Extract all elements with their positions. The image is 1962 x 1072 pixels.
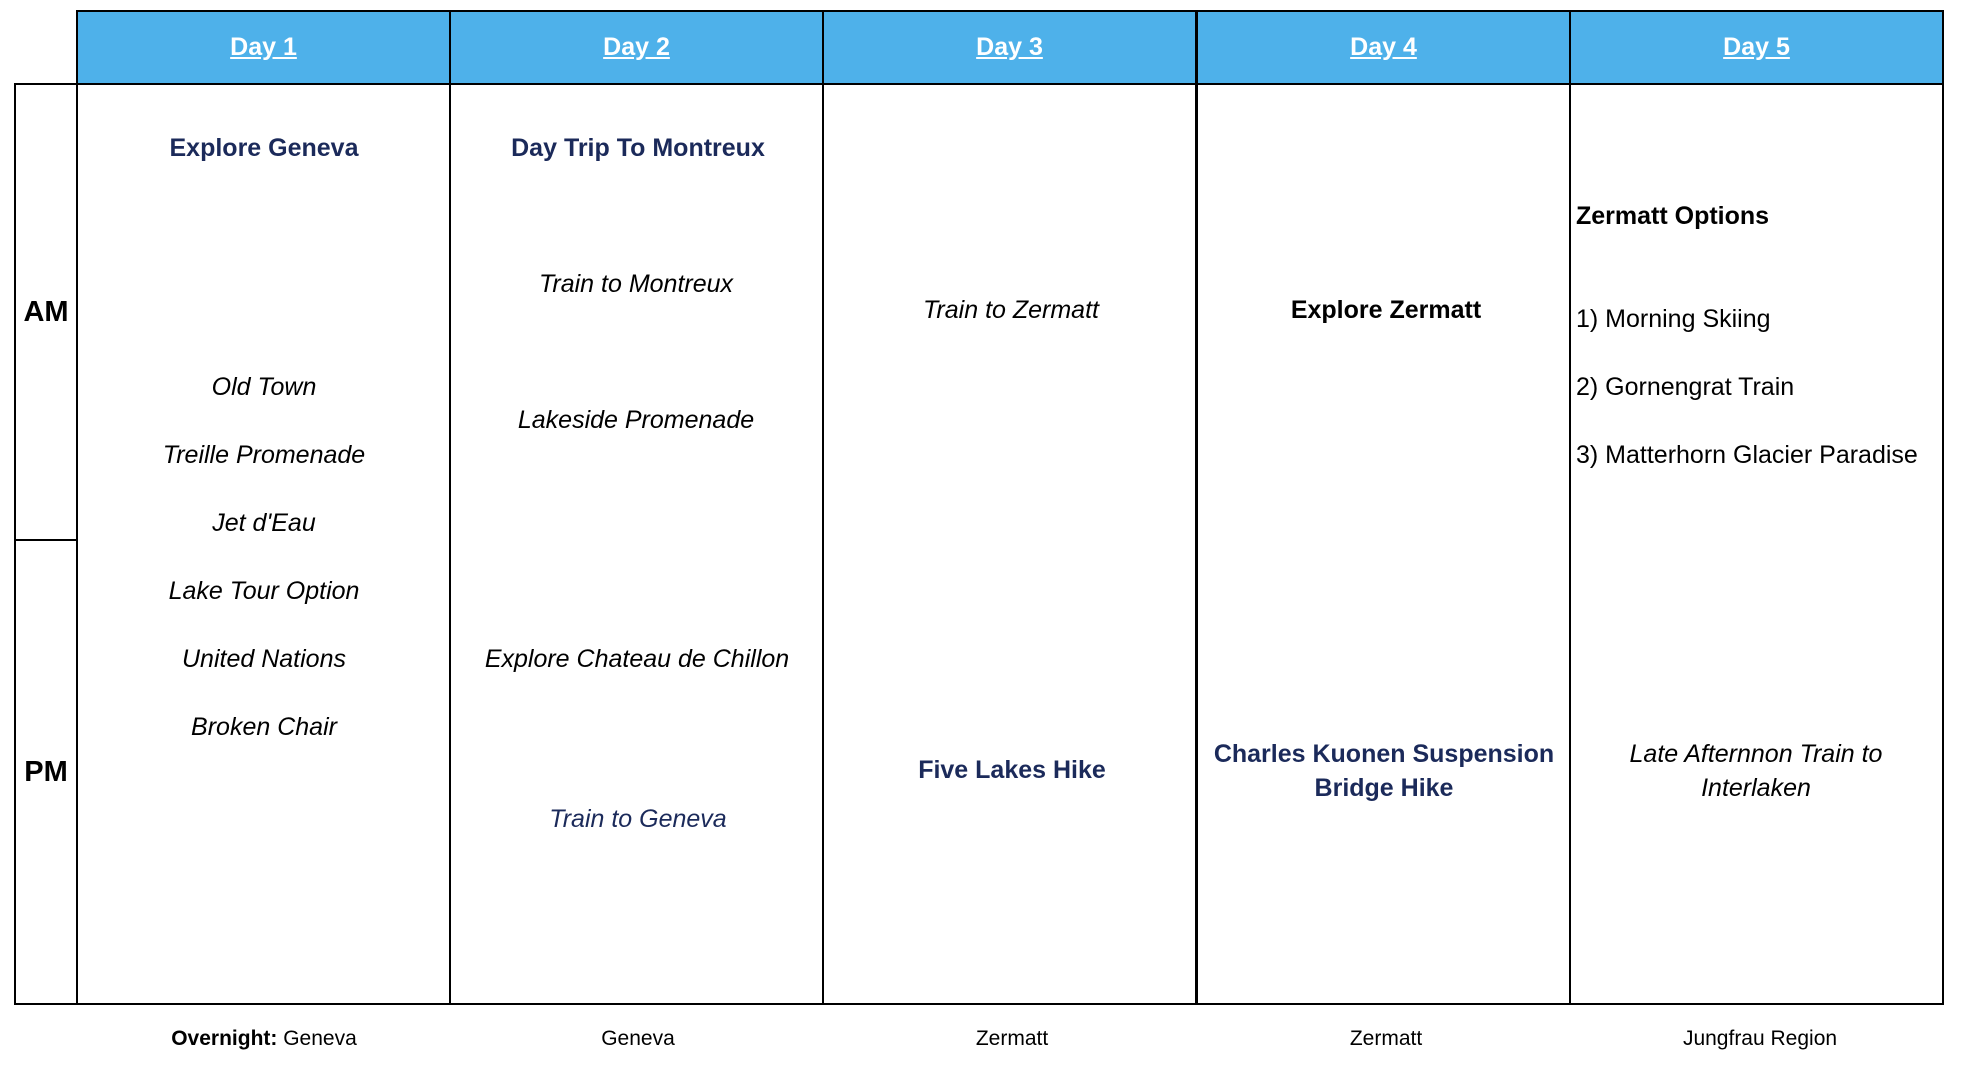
day-5-title: Zermatt Options (1576, 202, 1770, 230)
day-2-column (449, 83, 824, 1005)
day-5-option: 2) Gornengrat Train (1576, 373, 1795, 401)
day-5-label: Day 5 (1723, 33, 1790, 61)
day-2-label: Day 2 (603, 33, 670, 61)
pm-label: PM (24, 755, 68, 788)
overnight-day-4: Zermatt (1349, 1027, 1423, 1050)
header-day-3 (822, 10, 1197, 85)
day-4-label: Day 4 (1350, 33, 1417, 61)
header-day-4 (1196, 10, 1571, 85)
overnight-day-5: Jungfrau Region (1682, 1027, 1838, 1050)
day-5-item: Late Afternnon Train to (1629, 740, 1883, 768)
pm-cell (14, 539, 78, 1005)
day-3-column (822, 83, 1197, 1005)
day-3-item: Five Lakes Hike (918, 756, 1106, 784)
day-2-item: Train to Montreux (538, 270, 734, 298)
day-1-item: Broken Chair (191, 713, 337, 741)
day-5-option: 1) Morning Skiing (1576, 305, 1771, 333)
day-3-label: Day 3 (976, 33, 1043, 61)
day-4-item: Charles Kuonen Suspension (1213, 740, 1555, 768)
overnight-label: Overnight: (171, 1027, 278, 1050)
day-5-option: 3) Matterhorn Glacier Paradise (1576, 441, 1918, 469)
day-4-column (1196, 83, 1571, 1005)
day-4-title: Explore Zermatt (1290, 296, 1482, 324)
day-1-item: Old Town (211, 373, 317, 401)
day-2-item: Lakeside Promenade (517, 406, 755, 434)
am-label: AM (23, 295, 69, 328)
day-1-item: Treille Promenade (162, 441, 366, 469)
day-1-column (76, 83, 451, 1005)
am-cell (14, 83, 78, 541)
header-day-2 (449, 10, 824, 85)
day-4-item: Bridge Hike (1314, 774, 1454, 802)
day-1-item: Jet d'Eau (212, 509, 316, 537)
overnight-value: Geneva (283, 1027, 357, 1050)
day-2-item: Train to Geneva (549, 805, 727, 833)
day-2-item: Explore Chateau de Chillon (484, 645, 790, 673)
day-5-item: Interlaken (1701, 774, 1811, 802)
day-3-item: Train to Zermatt (923, 296, 1099, 324)
header-day-5 (1569, 10, 1944, 85)
overnight-day-2: Geneva (601, 1027, 675, 1050)
day-1-item: United Nations (182, 645, 346, 673)
day-2-title: Day Trip To Montreux (511, 134, 765, 162)
header-day-1 (76, 10, 451, 85)
day-1-label: Day 1 (230, 33, 297, 61)
overnight-day-3: Zermatt (975, 1027, 1049, 1050)
day-1-title: Explore Geneva (169, 134, 359, 162)
day-1-item: Lake Tour Option (168, 577, 360, 605)
overnight-day-1 (171, 1027, 357, 1051)
